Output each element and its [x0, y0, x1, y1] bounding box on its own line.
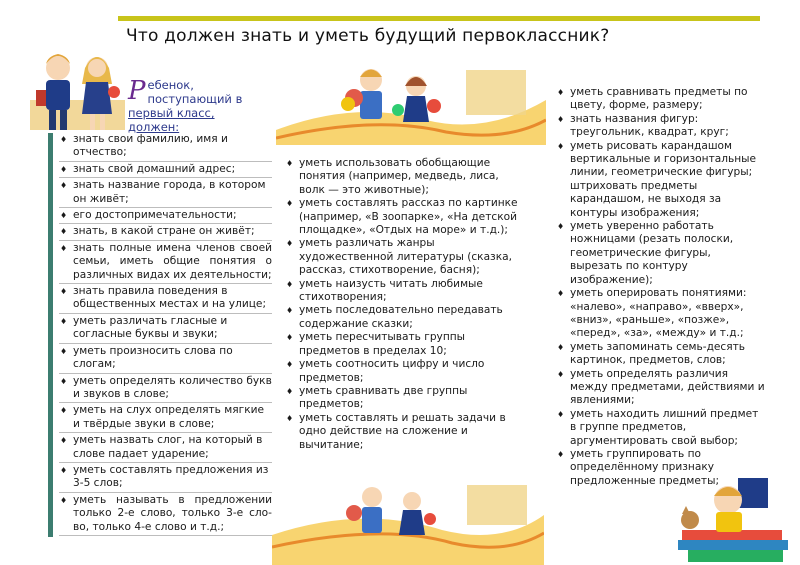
bullet-icon: ♦ [60, 135, 68, 144]
list-item: ♦ уметь составлять предложения из 3-5 слов; [59, 464, 272, 493]
intro-line2: поступающий в [147, 92, 243, 106]
list-item: ♦ уметь сравнивать две группы предметов; [286, 384, 468, 411]
bullet-icon: ♦ [557, 114, 565, 124]
children-illustration [30, 40, 125, 140]
intro-line3: первый класс, должен: [128, 106, 215, 134]
requirements-column-2 [285, 157, 525, 452]
bullet-icon: ♦ [60, 243, 68, 253]
bullet-icon: ♦ [557, 222, 565, 232]
bullet-icon: ♦ [557, 449, 565, 459]
list-item: ♦ знать свой домашний адрес; [59, 163, 272, 178]
list-item: ♦ уметь составлять рассказ по картинке (например, «В зоопарке», «На детской площадке», «Отдых на море» и т.д.); [286, 197, 518, 237]
list-item: ♦ уметь оперировать понятиями: «налево», «направо», «вверх», «вниз», «раньше», «позже», «перед», «за», «между» и т.д.; [557, 287, 747, 340]
list-item: ♦ его достопримечательности; [59, 209, 272, 224]
list-item: ♦ уметь на слух определять мягкие и твёрдые звуки в слове; [59, 404, 272, 433]
bullet-icon: ♦ [60, 227, 68, 237]
list-item: ♦ уметь назвать слог, на который в слове падает ударение; [59, 434, 272, 463]
intro-text [128, 78, 268, 134]
list-item: ♦ знать название города, в котором он живёт; [59, 179, 272, 208]
bullet-icon: ♦ [286, 386, 294, 396]
list-item: ♦ уметь называть в предложении только 2-е слово, только 3-е сло-во, только 4-е слово и т.д.; [59, 494, 272, 536]
bullet-icon: ♦ [557, 141, 565, 151]
list-item: ♦ уметь рисовать карандашом вертикальные и горизонтальные линии, геометрические фигуры; штриховать предметы карандашом, не выходя за контуры изображения; [557, 139, 757, 219]
list-item: ♦ уметь сравнивать предметы по цвету, форме, размеру; [557, 86, 748, 112]
list-item: ♦ уметь наизусть читать любимые стихотворения; [286, 277, 483, 304]
bullet-icon: ♦ [557, 409, 565, 419]
bullet-icon: ♦ [60, 181, 68, 191]
boy-with-flowers [341, 69, 382, 119]
bullet-icon: ♦ [286, 279, 294, 289]
list-item: ♦ уметь различать гласные и согласные буквы и звуки; [59, 315, 272, 344]
intro-drop-cap: Р [128, 76, 146, 106]
bottom-school-illustration [272, 485, 544, 565]
list-item: ♦ знать, в какой стране он живёт; [59, 225, 272, 240]
bullet-icon: ♦ [286, 333, 294, 343]
boy-with-books-illustration [668, 470, 798, 565]
list-item: ♦ уметь соотносить цифру и число предметов; [286, 358, 485, 384]
bullet-icon: ♦ [286, 413, 294, 423]
bullet-icon: ♦ [60, 211, 68, 221]
bullet-icon: ♦ [60, 164, 68, 174]
bullet-icon: ♦ [60, 376, 68, 386]
bullet-icon: ♦ [60, 406, 68, 416]
list-item: ♦ знать полные имена членов своей семьи, иметь общие понятия о различных видах их деятельности; [59, 242, 272, 284]
girl-with-flowers [392, 76, 441, 122]
bullet-icon: ♦ [557, 88, 565, 97]
list-item: ♦ уметь группировать по определённому признаку предложенные предметы; [557, 447, 720, 487]
bullet-icon: ♦ [557, 289, 565, 299]
bullet-icon: ♦ [60, 287, 68, 297]
bullet-icon: ♦ [60, 316, 68, 326]
bullet-icon: ♦ [60, 495, 68, 505]
list-item: ♦ уметь запоминать семь-десять картинок, предметов, слов; [557, 340, 746, 367]
list-item: ♦ уметь различать жанры художественной литературы (сказка, рассказ, стихотворение, басня); [286, 237, 512, 277]
intro-line1: ебенок, [147, 78, 194, 92]
school-children-illustration [276, 60, 546, 145]
bullet-icon: ♦ [557, 369, 565, 379]
requirements-column-1 [48, 133, 272, 537]
bullet-icon: ♦ [286, 306, 294, 316]
bullet-icon: ♦ [60, 346, 68, 356]
title-underline [118, 16, 760, 21]
list-item: ♦ знать свои фамилию, имя и отчество; [59, 133, 272, 162]
bullet-icon: ♦ [557, 342, 565, 352]
list-item: ♦ уметь определять различия между предметами, действиями и явлениями; [557, 367, 765, 407]
list-item: ♦ знать правила поведения в общественных местах и на улице; [59, 285, 272, 314]
list-item: ♦ уметь последовательно передавать содержание сказки; [286, 304, 503, 330]
list-item: ♦ уметь произносить слова по слогам; [59, 345, 272, 374]
requirements-column-3 [556, 86, 766, 488]
bullet-icon: ♦ [286, 360, 294, 370]
bullet-icon: ♦ [286, 199, 294, 209]
list-item: ♦ знать названия фигур: треугольник, квадрат, круг; [557, 112, 729, 139]
bullet-icon: ♦ [60, 465, 68, 475]
list-item: ♦ уметь составлять и решать задачи в одно действие на сложение и вычитание; [286, 411, 506, 451]
list-item: ♦ уметь определять количество букв и звуков в слове; [59, 375, 272, 404]
list-item: ♦ уметь пересчитывать группы предметов в пределах 10; [286, 331, 466, 357]
page-title: Что должен знать и уметь будущий первоклассник? [126, 26, 610, 46]
list-item: ♦ уметь использовать обобщающие понятия (например, медведь, лиса, волк — это животные); [286, 157, 499, 196]
bullet-icon: ♦ [60, 436, 68, 446]
list-item: ♦ уметь находить лишний предмет в группе предметов, аргументировать свой выбор; [557, 407, 759, 447]
bullet-icon: ♦ [286, 159, 294, 168]
list-item: ♦ уметь уверенно работать ножницами (резать полоски, геометрические фигуры, вырезать по контуру изображение); [557, 220, 734, 286]
bullet-icon: ♦ [286, 239, 294, 249]
